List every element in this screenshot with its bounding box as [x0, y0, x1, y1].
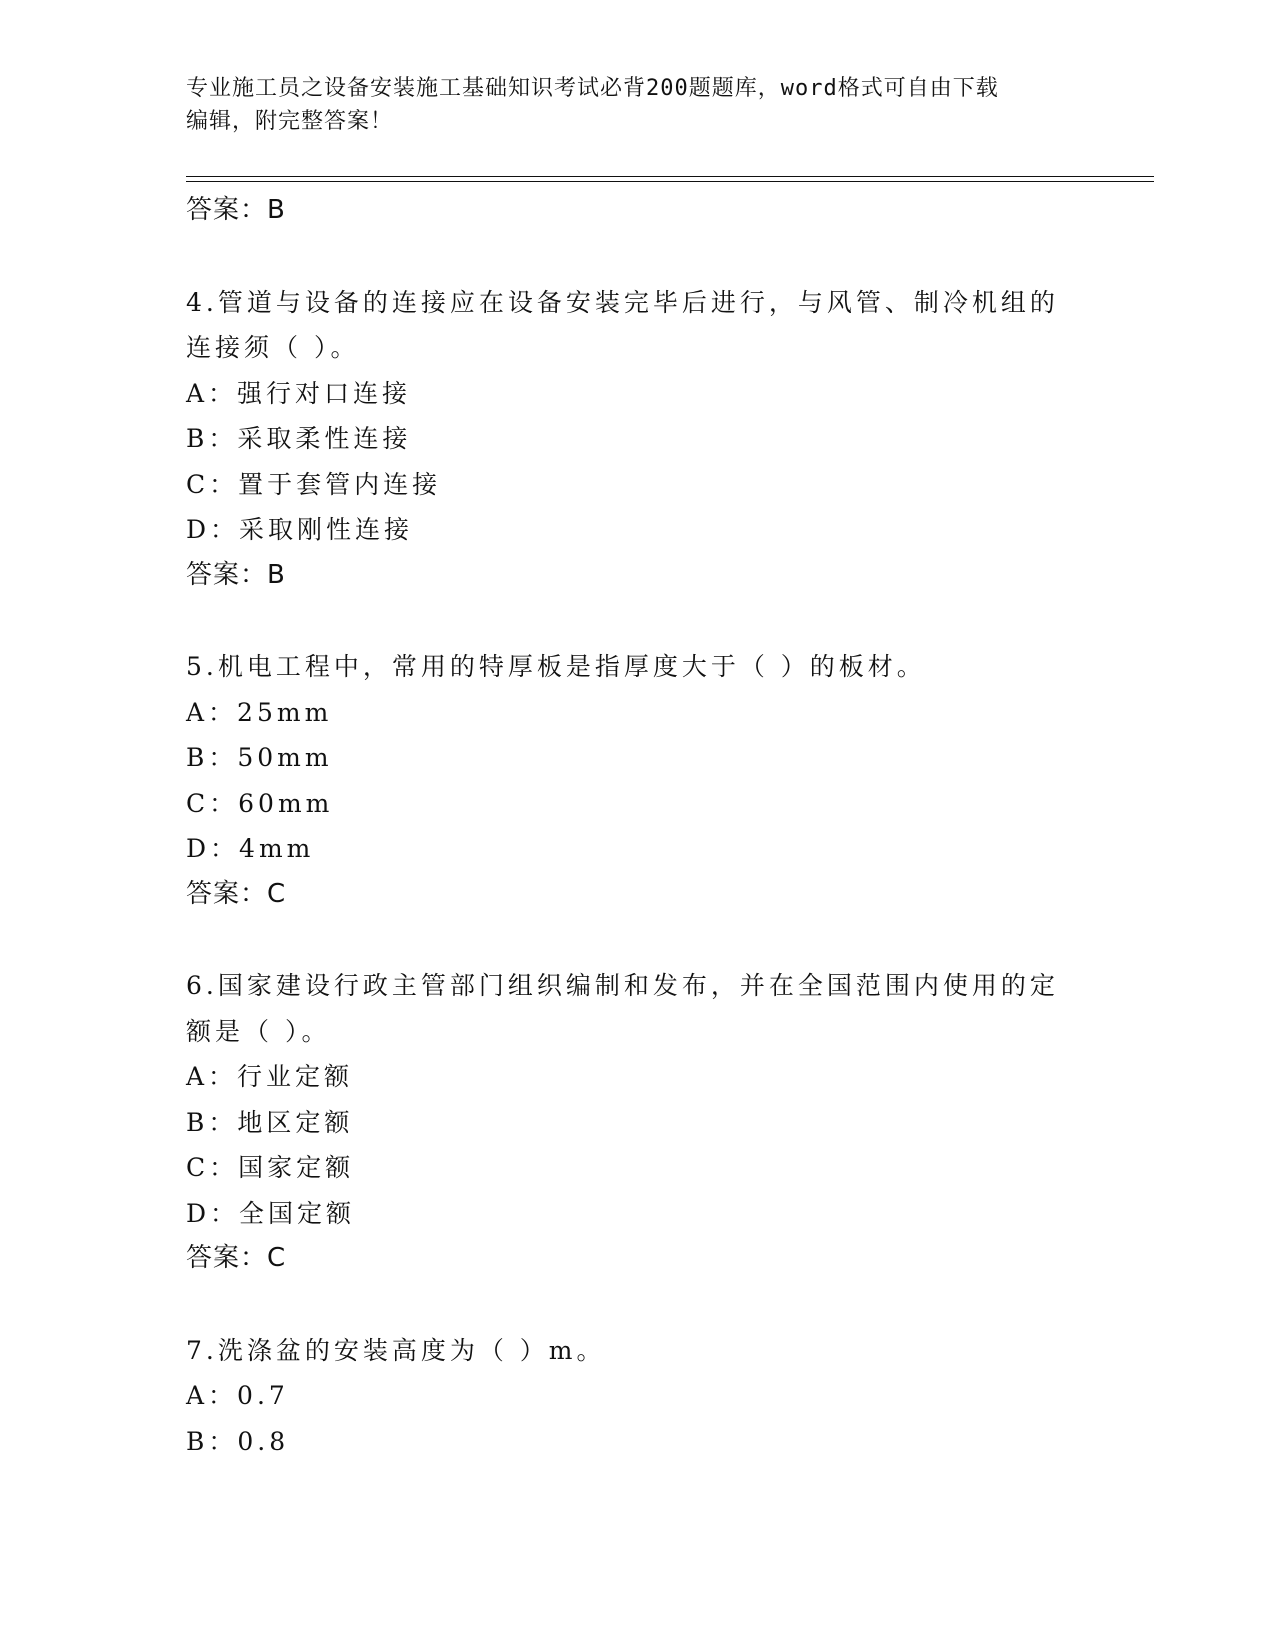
option-b: B：地区定额	[186, 1107, 354, 1137]
header-title-line-2: 编辑，附完整答案！	[186, 109, 394, 134]
previous-answer: 答案：B	[186, 195, 286, 225]
question-stem-line-2: 连接须（ ）。	[186, 333, 360, 362]
header-divider-bottom	[186, 181, 1154, 182]
answer-line: 答案：C	[186, 1243, 287, 1273]
answer-line: 答案：C	[186, 878, 287, 909]
header-divider-top	[186, 176, 1154, 177]
question-list	[186, 188, 1086, 1464]
spacer	[186, 1282, 1086, 1328]
question-block-7	[186, 1328, 1086, 1465]
answer-line: 答案：B	[186, 559, 286, 590]
option-d: D：4mm	[186, 834, 315, 863]
question-stem-line-1: 6.国家建设行政主管部门组织编制和发布，并在全国范围内使用的定	[186, 971, 1059, 1000]
option-a: A：25mm	[186, 697, 333, 727]
question-stem-line-2: 额是（ ）。	[186, 1016, 331, 1046]
option-c: C：置于套管内连接	[186, 469, 442, 499]
question-stem-line-1: 5.机电工程中，常用的特厚板是指厚度大于（ ）的板材。	[186, 652, 926, 681]
question-block-6	[186, 963, 1086, 1282]
document-header	[186, 72, 1066, 138]
spacer	[186, 234, 1086, 280]
option-a: A：强行对口连接	[186, 378, 412, 408]
option-d: D：全国定额	[186, 1198, 356, 1228]
option-b: B：50mm	[186, 743, 333, 772]
option-a: A：行业定额	[186, 1062, 354, 1091]
question-stem-line-1: 7.洗涤盆的安装高度为（ ）m。	[186, 1335, 606, 1365]
spacer	[186, 598, 1086, 644]
spacer	[186, 917, 1086, 963]
header-title-line-1: 专业施工员之设备安装施工基础知识考试必背200题题库，word格式可自由下载	[186, 76, 999, 101]
option-d: D：采取刚性连接	[186, 515, 414, 544]
question-block-5	[186, 644, 1086, 917]
option-b: B：采取柔性连接	[186, 424, 412, 453]
question-stem-line-1: 4.管道与设备的连接应在设备安装完毕后进行，与风管、制冷机组的	[186, 287, 1059, 317]
option-b: B：0.8	[186, 1426, 290, 1456]
question-block-4	[186, 280, 1086, 599]
option-a: A：0.7	[186, 1381, 289, 1410]
option-c: C：60mm	[186, 788, 334, 818]
option-c: C：国家定额	[186, 1153, 355, 1182]
